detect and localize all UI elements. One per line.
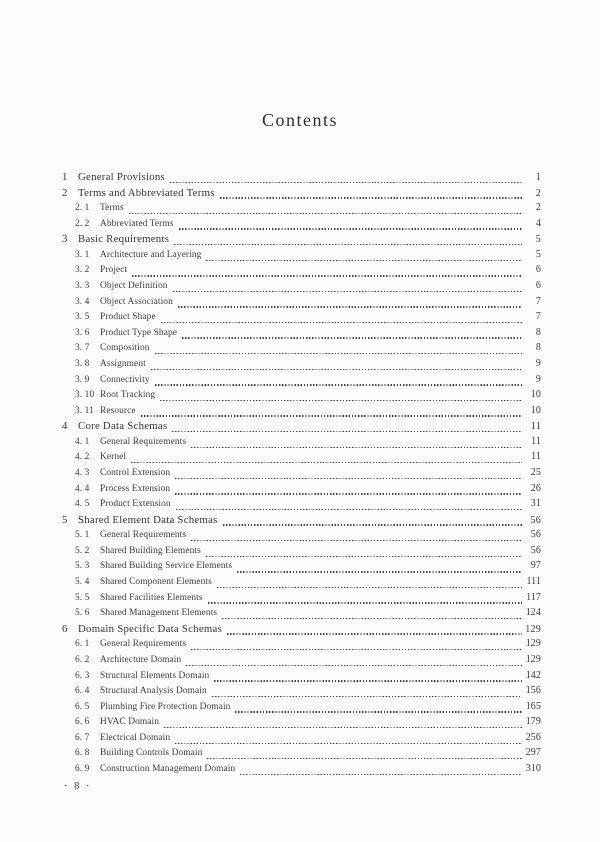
toc-entry-page: 25	[530, 466, 541, 478]
toc-entry-number: 6. 6	[75, 717, 90, 728]
toc-dot-leader	[173, 280, 522, 296]
toc-dot-leader	[222, 607, 522, 623]
toc-entry-page: 129	[525, 653, 541, 665]
toc-entry-page: 111	[526, 576, 541, 588]
toc-entry-page: 9	[535, 357, 541, 369]
toc-entry-title: General Requirements	[100, 639, 187, 650]
toc-entry-title: Abbreviated Terms	[100, 218, 174, 229]
toc-entry	[62, 233, 541, 249]
toc-entry-title: Building Controls Domain	[100, 748, 203, 759]
toc-entry	[62, 716, 541, 732]
toc-entry-number: 5. 5	[75, 592, 90, 603]
toc-entry	[62, 467, 541, 483]
toc-entry-number: 4. 5	[75, 499, 90, 510]
toc-dot-leader	[174, 233, 522, 249]
toc-entry-title: Product Extension	[100, 499, 171, 510]
toc-entry-number: 5. 2	[75, 545, 90, 556]
toc-entry-page: 2	[535, 187, 541, 199]
toc-entry-number: 5. 6	[75, 608, 90, 619]
toc-entry-title: Root Tracking	[100, 390, 156, 401]
toc-entry-number: 3	[62, 233, 68, 246]
toc-entry-title: General Requirements	[100, 530, 187, 541]
toc-entry-page: 2	[535, 202, 541, 214]
toc-entry-number: 6. 8	[75, 748, 90, 759]
toc-entry-number: 4. 4	[75, 483, 90, 494]
toc-dot-leader	[191, 436, 522, 452]
toc-dot-leader	[237, 560, 522, 576]
toc-entry-page: 56	[530, 529, 541, 541]
toc-entry	[62, 451, 541, 467]
toc-entry	[62, 576, 541, 592]
toc-entry-page: 6	[535, 280, 541, 292]
toc-entry	[62, 592, 541, 608]
toc-dot-leader	[172, 420, 522, 436]
toc-dot-leader	[206, 249, 522, 265]
toc-entry	[62, 264, 541, 280]
toc-entry-number: 3. 2	[75, 265, 90, 276]
toc-dot-leader	[175, 483, 522, 499]
toc-entry	[62, 747, 541, 763]
toc-entry-number: 5. 4	[75, 577, 90, 588]
toc-entry-page: 10	[530, 389, 541, 401]
toc-entry-title: Basic Requirements	[78, 233, 170, 246]
toc-entry	[62, 701, 541, 717]
toc-entry	[62, 420, 541, 436]
toc-entry-title: HVAC Domain	[100, 717, 160, 728]
toc-entry-title: Connectivity	[100, 374, 150, 385]
toc-entry-number: 1	[62, 171, 68, 183]
toc-dot-leader	[240, 763, 522, 779]
toc-entry	[62, 374, 541, 390]
toc-entry	[62, 638, 541, 654]
toc-entry-title: Architecture and Layering	[100, 249, 202, 260]
toc-entry-page: 97	[530, 560, 541, 572]
toc-entry-number: 3. 8	[75, 358, 90, 369]
toc-dot-leader	[178, 296, 522, 312]
toc-entry-page: 129	[525, 623, 541, 635]
toc-entry	[62, 654, 541, 670]
toc-entry	[62, 545, 541, 561]
toc-entry-page: 297	[525, 747, 541, 759]
toc-entry-title: Process Extension	[100, 483, 171, 494]
toc-entry	[62, 327, 541, 343]
toc-entry-page: 56	[530, 544, 541, 556]
toc-entry-number: 6. 9	[75, 763, 90, 774]
toc-entry-number: 6. 4	[75, 686, 90, 697]
toc-entry-title: Object Association	[100, 296, 173, 307]
toc-entry-title: Architecture Domain	[100, 654, 182, 665]
toc-entry-title: Shared Facilities Elements	[100, 592, 203, 603]
toc-entry-page: 124	[525, 607, 541, 619]
table-of-contents	[62, 171, 541, 779]
toc-entry-number: 6. 2	[75, 654, 90, 665]
toc-dot-leader	[131, 451, 522, 467]
toc-dot-leader	[191, 529, 522, 545]
toc-entry-number: 3. 7	[75, 343, 90, 354]
toc-entry	[62, 296, 541, 312]
toc-entry-number: 6. 5	[75, 701, 90, 712]
toc-entry-page: 256	[525, 731, 541, 743]
toc-entry-number: 3. 5	[75, 312, 90, 323]
toc-entry-title: Shared Element Data Schemas	[78, 513, 218, 526]
toc-entry	[62, 389, 541, 405]
toc-entry-title: Project	[100, 265, 128, 276]
footer-page-number: · 8 ·	[64, 781, 90, 792]
toc-dot-leader	[155, 342, 522, 358]
toc-dot-leader	[164, 716, 522, 732]
toc-entry-number: 3. 9	[75, 374, 90, 385]
toc-entry-number: 6. 3	[75, 670, 90, 681]
toc-dot-leader	[217, 576, 522, 592]
toc-entry	[62, 436, 541, 452]
toc-entry	[62, 342, 541, 358]
toc-entry-page: 4	[535, 217, 541, 229]
toc-entry-title: General Requirements	[100, 436, 187, 447]
toc-entry	[62, 763, 541, 779]
toc-entry	[62, 670, 541, 686]
toc-dot-leader	[212, 685, 522, 701]
toc-entry-page: 142	[525, 669, 541, 681]
toc-entry	[62, 514, 541, 530]
toc-entry-number: 3. 10	[75, 390, 95, 401]
toc-entry-page: 11	[531, 451, 541, 463]
toc-entry	[62, 498, 541, 514]
toc-entry-title: Composition	[100, 343, 150, 354]
toc-entry-number: 6. 1	[75, 639, 90, 650]
toc-dot-leader	[186, 654, 522, 670]
toc-entry-title: Domain Specific Data Schemas	[78, 622, 223, 635]
toc-entry-title: Kernel	[100, 452, 127, 463]
toc-dot-leader	[155, 374, 522, 390]
toc-dot-leader	[207, 747, 522, 763]
toc-dot-leader	[170, 171, 522, 187]
toc-entry-number: 3. 1	[75, 249, 90, 260]
toc-entry-number: 3. 6	[75, 327, 90, 338]
toc-entry	[62, 685, 541, 701]
toc-entry-page: 6	[535, 264, 541, 276]
toc-entry-page: 9	[535, 373, 541, 385]
toc-entry-number: 3. 11	[75, 405, 94, 416]
toc-entry-page: 117	[526, 591, 541, 603]
toc-entry	[62, 187, 541, 203]
toc-entry-page: 5	[535, 248, 541, 260]
toc-entry-title: Plumbing Fire Protection Domain	[100, 701, 231, 712]
toc-entry	[62, 171, 541, 187]
toc-entry-title: Structural Analysis Domain	[100, 686, 207, 697]
toc-entry	[62, 405, 541, 421]
toc-entry-page: 1	[535, 172, 541, 183]
toc-entry-page: 11	[531, 435, 541, 447]
toc-entry-page: 7	[535, 295, 541, 307]
toc-entry	[62, 529, 541, 545]
toc-entry-title: Control Extension	[100, 467, 171, 478]
toc-entry-title: Electrical Domain	[100, 732, 171, 743]
toc-entry-number: 4. 2	[75, 452, 90, 463]
toc-entry-title: Resource	[100, 405, 136, 416]
toc-entry-number: 5	[62, 513, 68, 526]
toc-entry-title: Object Definition	[100, 281, 168, 292]
toc-entry-page: 5	[535, 234, 541, 246]
toc-entry-page: 8	[535, 342, 541, 354]
toc-dot-leader	[220, 187, 522, 203]
toc-entry-title: Construction Management Domain	[100, 763, 236, 774]
page-title: Contents	[261, 110, 338, 130]
toc-dot-leader	[161, 311, 522, 327]
toc-entry-title: Structural Elements Domain	[100, 670, 210, 681]
toc-entry-page: 156	[525, 685, 541, 697]
toc-entry-page: 11	[530, 421, 541, 433]
toc-entry	[62, 560, 541, 576]
toc-entry-number: 4. 1	[75, 436, 90, 447]
toc-entry-page: 7	[535, 311, 541, 323]
toc-entry	[62, 280, 541, 296]
toc-entry	[62, 623, 541, 639]
toc-entry-number: 4. 3	[75, 467, 90, 478]
toc-entry-number: 2	[62, 186, 68, 199]
toc-entry-number: 6. 7	[75, 732, 90, 743]
toc-dot-leader	[132, 264, 522, 280]
toc-entry-title: Core Data Schemas	[78, 420, 168, 433]
toc-entry-page: 10	[530, 404, 541, 416]
toc-entry-page: 26	[530, 482, 541, 494]
toc-entry-title: General Provisions	[78, 171, 165, 183]
toc-entry-page: 31	[530, 498, 541, 510]
toc-entry	[62, 311, 541, 327]
toc-dot-leader	[191, 638, 522, 654]
toc-entry-title: Terms	[100, 203, 124, 214]
toc-dot-leader	[235, 701, 522, 717]
toc-entry-number: 5. 1	[75, 530, 90, 541]
toc-dot-leader	[182, 327, 522, 343]
toc-dot-leader	[227, 623, 522, 639]
toc-entry-title: Shared Building Service Elements	[100, 561, 233, 572]
toc-entry-title: Terms and Abbreviated Terms	[78, 186, 215, 199]
toc-entry	[62, 249, 541, 265]
toc-entry-title: Product Type Shape	[100, 327, 177, 338]
toc-entry-page: 8	[535, 326, 541, 338]
toc-dot-leader	[129, 202, 522, 218]
toc-dot-leader	[206, 545, 522, 561]
toc-dot-leader	[141, 405, 522, 421]
toc-entry	[62, 358, 541, 374]
toc-dot-leader	[179, 218, 522, 234]
toc-entry-number: 2. 2	[75, 218, 90, 229]
toc-dot-leader	[214, 670, 522, 686]
toc-dot-leader	[151, 358, 522, 374]
toc-dot-leader	[160, 389, 522, 405]
toc-entry-number: 4	[62, 420, 68, 433]
toc-dot-leader	[208, 592, 522, 608]
toc-entry-page: 56	[530, 514, 541, 526]
toc-entry-title: Shared Component Elements	[100, 577, 212, 588]
toc-entry	[62, 732, 541, 748]
toc-entry-number: 2. 1	[75, 203, 90, 214]
toc-entry-number: 5. 3	[75, 561, 90, 572]
toc-entry-number: 6	[62, 622, 68, 635]
toc-entry-title: Product Shape	[100, 312, 156, 323]
toc-entry-number: 3. 4	[75, 296, 90, 307]
toc-entry-page: 179	[525, 716, 541, 728]
toc-dot-leader	[176, 498, 522, 514]
toc-entry-title: Assignment	[100, 358, 146, 369]
toc-entry	[62, 202, 541, 218]
toc-dot-leader	[175, 732, 522, 748]
toc-entry	[62, 483, 541, 499]
toc-entry-title: Shared Building Elements	[100, 545, 201, 556]
toc-entry-page: 165	[525, 700, 541, 712]
toc-entry-page: 129	[525, 638, 541, 650]
toc-entry-page: 310	[525, 762, 541, 774]
toc-dot-leader	[223, 514, 522, 530]
toc-entry	[62, 607, 541, 623]
toc-entry-number: 3. 3	[75, 281, 90, 292]
toc-dot-leader	[175, 467, 522, 483]
toc-entry	[62, 218, 541, 234]
toc-entry-title: Shared Management Elements	[100, 608, 218, 619]
